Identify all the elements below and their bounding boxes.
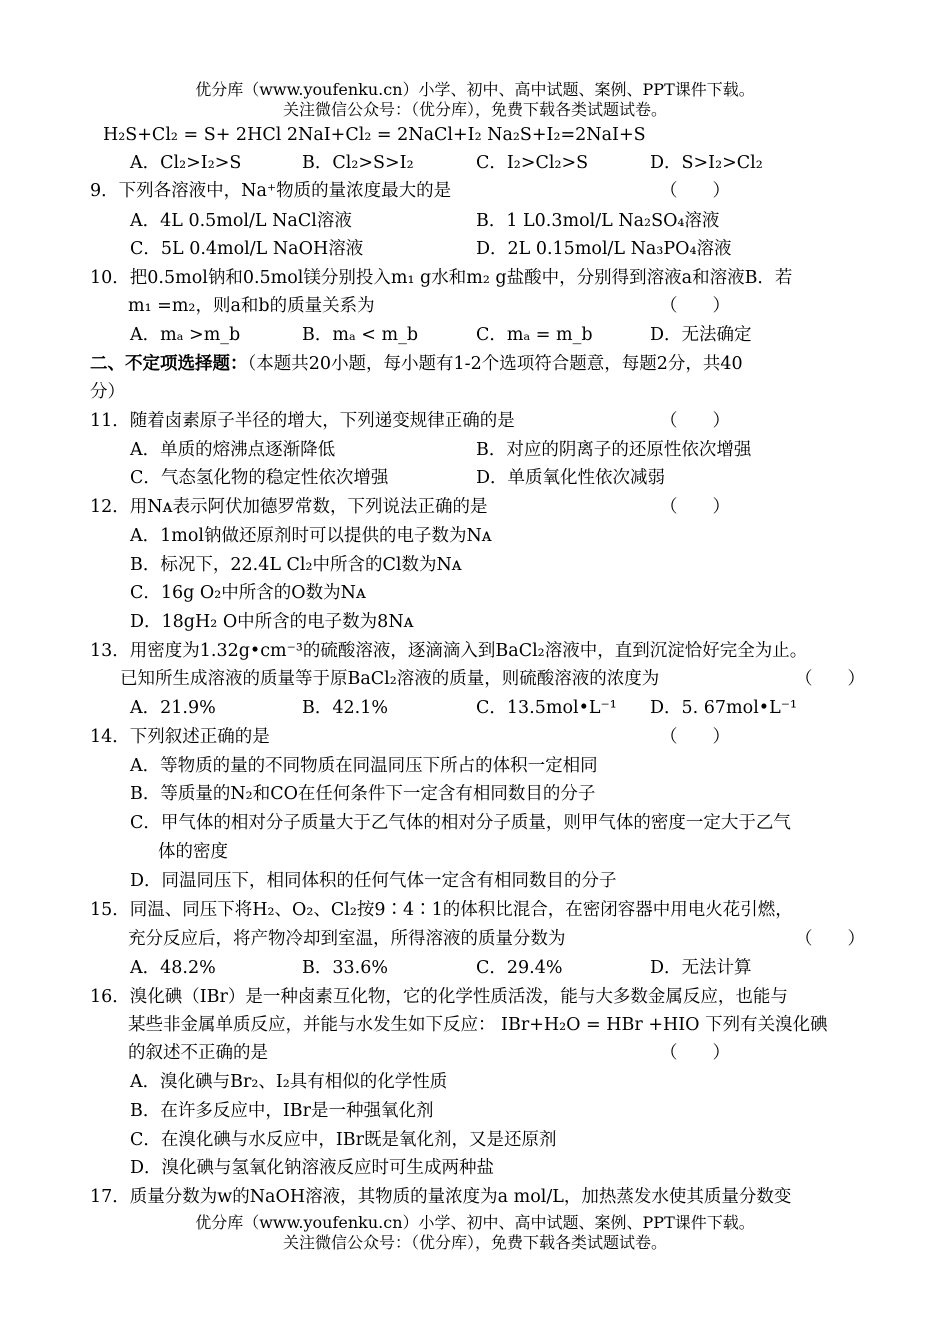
q10-stem2: m₁ =m₂，则a和b的质量关系为 [128,296,375,316]
q12-blank: （ ） [660,497,730,517]
header-line1: 优分库（www.youfenku.cn）小学、初中、高中试题、案例、PPT课件下载。 [195,80,755,99]
q14-opt-c: C．甲气体的相对分子质量大于乙气体的相对分子质量，则甲气体的密度一定大于乙气 [130,813,791,833]
q16-opt-a: A．溴化碘与Br₂、I₂具有相似的化学性质 [130,1072,448,1092]
q9-opt-c: C．5L 0.4mol/L NaOH溶液 [130,239,364,259]
q14-stem-row [90,726,890,748]
q12-opt-b: B．标况下，22.4L Cl₂中所含的Cl数为Nᴀ [130,555,462,575]
q16-stem2: 某些非金属单质反应，并能与水发生如下反应： IBr+H₂O = HBr +HIO 下列有关溴化碘 [128,1015,828,1035]
q13-stem1: 13．用密度为1.32g•cm⁻³的硫酸溶液，逐滴滴入到BaCl₂溶液中，直到沉淀恰好完全为止。 [90,641,808,661]
q11-opt-d: D．单质氧化性依次减弱 [476,468,666,488]
q12-opt-a: A．1mol钠做还原剂时可以提供的电子数为Nᴀ [130,526,492,546]
q16-opt-b: B．在许多反应中，IBr是一种强氧化剂 [130,1101,434,1121]
q15-blank: （ ） [795,929,865,949]
q11-opt-b: B．对应的阴离子的还原性依次增强 [476,440,752,460]
section2-title-row [90,353,743,375]
q16-stem3-row [128,1042,888,1064]
q17-stem1: 17．质量分数为w的NaOH溶液，其物质的量浓度为a mol/L，加热蒸发水使其质量分数变 [90,1187,792,1207]
q15-stem1: 15．同温、同压下将H₂、O₂、Cl₂按9∶4∶1的体积比混合，在密闭容器中用电火花引燃， [90,900,793,920]
q8-opt-b: B．Cl₂>S>I₂ [302,153,414,173]
q9-opt-a: A．4L 0.5mol/L NaCl溶液 [130,211,352,231]
q14-opt-c-cont: 体的密度 [158,842,228,862]
q15-stem2-row [128,928,888,950]
q13-stem2: 已知所生成溶液的质量等于原BaCl₂溶液的质量，则硫酸溶液的浓度为 [120,669,660,689]
q11-opt-c: C．气态氢化物的稳定性依次增强 [130,468,389,488]
q11-stem: 11．随着卤素原子半径的增大，下列递变规律正确的是 [90,411,515,431]
q13-opt-b: B．42.1% [302,698,388,718]
q8-opt-d: D．S>I₂>Cl₂ [650,153,763,173]
footer-line1: 优分库（www.youfenku.cn）小学、初中、高中试题、案例、PPT课件下载。 [195,1213,755,1232]
header-line2: 关注微信公众号：（优分库），免费下载各类试题试卷。 [282,100,667,119]
q10-blank: （ ） [660,296,730,316]
section2-title: 二、不定项选择题： [90,354,248,374]
q14-stem: 14．下列叙述正确的是 [90,727,270,747]
q8-opt-a: A．Cl₂>I₂>S [130,153,242,173]
q13-opt-c: C．13.5mol•L⁻¹ [476,698,617,718]
q14-blank: （ ） [660,727,730,747]
q13-opt-d: D．5. 67mol•L⁻¹ [650,698,797,718]
q14-opt-b: B．等质量的N₂和CO在任何条件下一定含有相同数目的分子 [130,784,596,804]
q14-opt-a: A．等物质的量的不同物质在同温同压下所占的体积一定相同 [130,756,598,776]
q11-opt-a: A．单质的熔沸点逐渐降低 [130,440,336,460]
q12-opt-d: D．18gH₂ O中所含的电子数为8Nᴀ [130,612,414,632]
q10-stem2-row [128,295,888,317]
q15-opt-d: D．无法计算 [650,958,752,978]
q14-opt-d: D．同温同压下，相同体积的任何气体一定含有相同数目的分子 [130,871,617,891]
q9-stem-row [90,180,890,202]
q15-stem2: 充分反应后，将产物冷却到室温，所得溶液的质量分数为 [128,929,566,949]
q11-blank: （ ） [660,411,730,431]
q16-stem3: 的叙述不正确的是 [128,1043,268,1063]
q9-opt-b: B．1 L0.3mol/L Na₂SO₄溶液 [476,211,720,231]
q10-stem1: 10．把0.5mol钠和0.5mol镁分别投入m₁ g水和m₂ g盐酸中，分别得到溶液a和溶液B．若 [90,268,793,288]
q12-stem: 12．用Nᴀ表示阿伏加德罗常数，下列说法正确的是 [90,497,488,517]
section2-desc2: 分） [90,382,125,402]
q9-opt-d: D．2L 0.15mol/L Na₃PO₄溶液 [476,239,732,259]
q11-stem-row [90,410,890,432]
section2-desc: （本题共20小题，每小题有1-2个选项符合题意，每题2分，共40 [247,354,743,374]
q13-opt-a: A．21.9% [130,698,216,718]
q10-opt-b: B．mₐ < m_b [302,325,419,345]
q8-opt-c: C．I₂>Cl₂>S [476,153,589,173]
q8-reactions: H₂S+Cl₂ = S+ 2HCl 2NaI+Cl₂ = 2NaCl+I₂ Na₂S+I₂=2NaI+S [103,125,646,145]
q9-stem: 9．下列各溶液中，Na⁺物质的量浓度最大的是 [90,181,452,201]
q15-opt-b: B．33.6% [302,958,388,978]
q16-opt-c: C．在溴化碘与水反应中，IBr既是氧化剂，又是还原剂 [130,1130,557,1150]
q16-blank: （ ） [660,1043,730,1063]
footer-line2: 关注微信公众号：（优分库），免费下载各类试题试卷。 [282,1233,667,1252]
q15-opt-a: A．48.2% [130,958,216,978]
q13-stem2-row [120,668,890,690]
q10-opt-d: D．无法确定 [650,325,752,345]
q15-opt-c: C．29.4% [476,958,563,978]
q16-opt-d: D．溴化碘与氢氧化钠溶液反应时可生成两种盐 [130,1158,495,1178]
q9-blank: （ ） [660,181,730,201]
q16-stem1: 16．溴化碘（IBr）是一种卤素互化物，它的化学性质活泼，能与大多数金属反应，也能与 [90,987,788,1007]
q12-opt-c: C．16g O₂中所含的O数为Nᴀ [130,583,366,603]
q12-stem-row [90,496,890,518]
q10-opt-a: A．mₐ >m_b [130,325,241,345]
q13-blank: （ ） [795,669,865,689]
q10-opt-c: C．mₐ = m_b [476,325,593,345]
